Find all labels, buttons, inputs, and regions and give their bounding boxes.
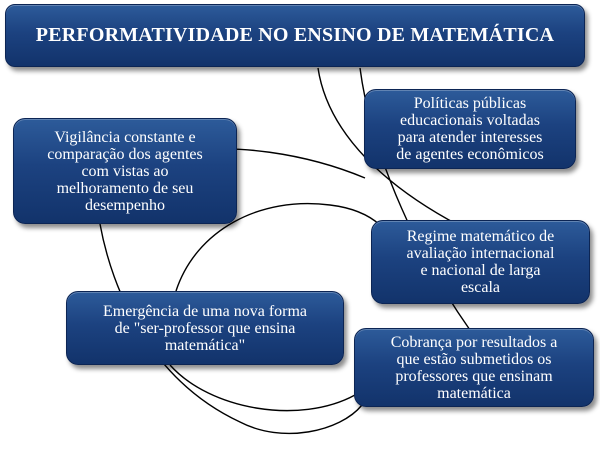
node-line: Emergência de uma nova forma — [102, 302, 308, 320]
node-vigilancia-text — [47, 129, 202, 214]
diagram-title — [5, 4, 585, 67]
diagram-title-text: PERFORMATIVIDADE NO ENSINO DE MATEMÁTICA — [35, 24, 555, 46]
node-line: professores que ensinam — [395, 367, 553, 385]
node-line: matemática — [437, 384, 511, 402]
node-line: com vistas ao — [81, 162, 169, 180]
node-line: Vigilância constante e — [54, 128, 196, 146]
node-cobranca-text — [391, 334, 558, 402]
node-line: de agentes econômicos — [396, 146, 544, 163]
ring-emergencia-arc — [170, 365, 355, 411]
node-regime-text — [407, 228, 555, 296]
node-line: Cobrança por resultados a — [390, 333, 558, 351]
node-line: e nacional de larga — [420, 262, 541, 279]
node-line: que estão submetidos os — [396, 350, 552, 368]
node-line: comparação dos agentes — [47, 145, 203, 163]
node-line: de "ser-professor que ensina — [114, 319, 296, 337]
node-line: educacionais voltadas — [400, 112, 540, 129]
node-line: para atender interesses — [397, 129, 543, 146]
node-line: avaliação internacional — [406, 245, 555, 262]
node-line: desempenho — [85, 196, 165, 214]
node-politicas-text — [396, 95, 544, 163]
node-emergencia-text — [103, 303, 307, 354]
node-line: matemática" — [164, 336, 246, 354]
node-line: escala — [460, 279, 501, 296]
node-vigilancia-constante — [13, 118, 237, 224]
node-cobranca-resultados — [354, 328, 594, 407]
node-line: Políticas públicas — [413, 95, 527, 112]
node-politicas-publicas — [364, 89, 576, 169]
node-regime-matematico — [371, 220, 590, 304]
node-emergencia — [66, 291, 344, 365]
node-line: Regime matemático de — [406, 228, 555, 245]
node-line: melhoramento de seu — [56, 179, 194, 197]
